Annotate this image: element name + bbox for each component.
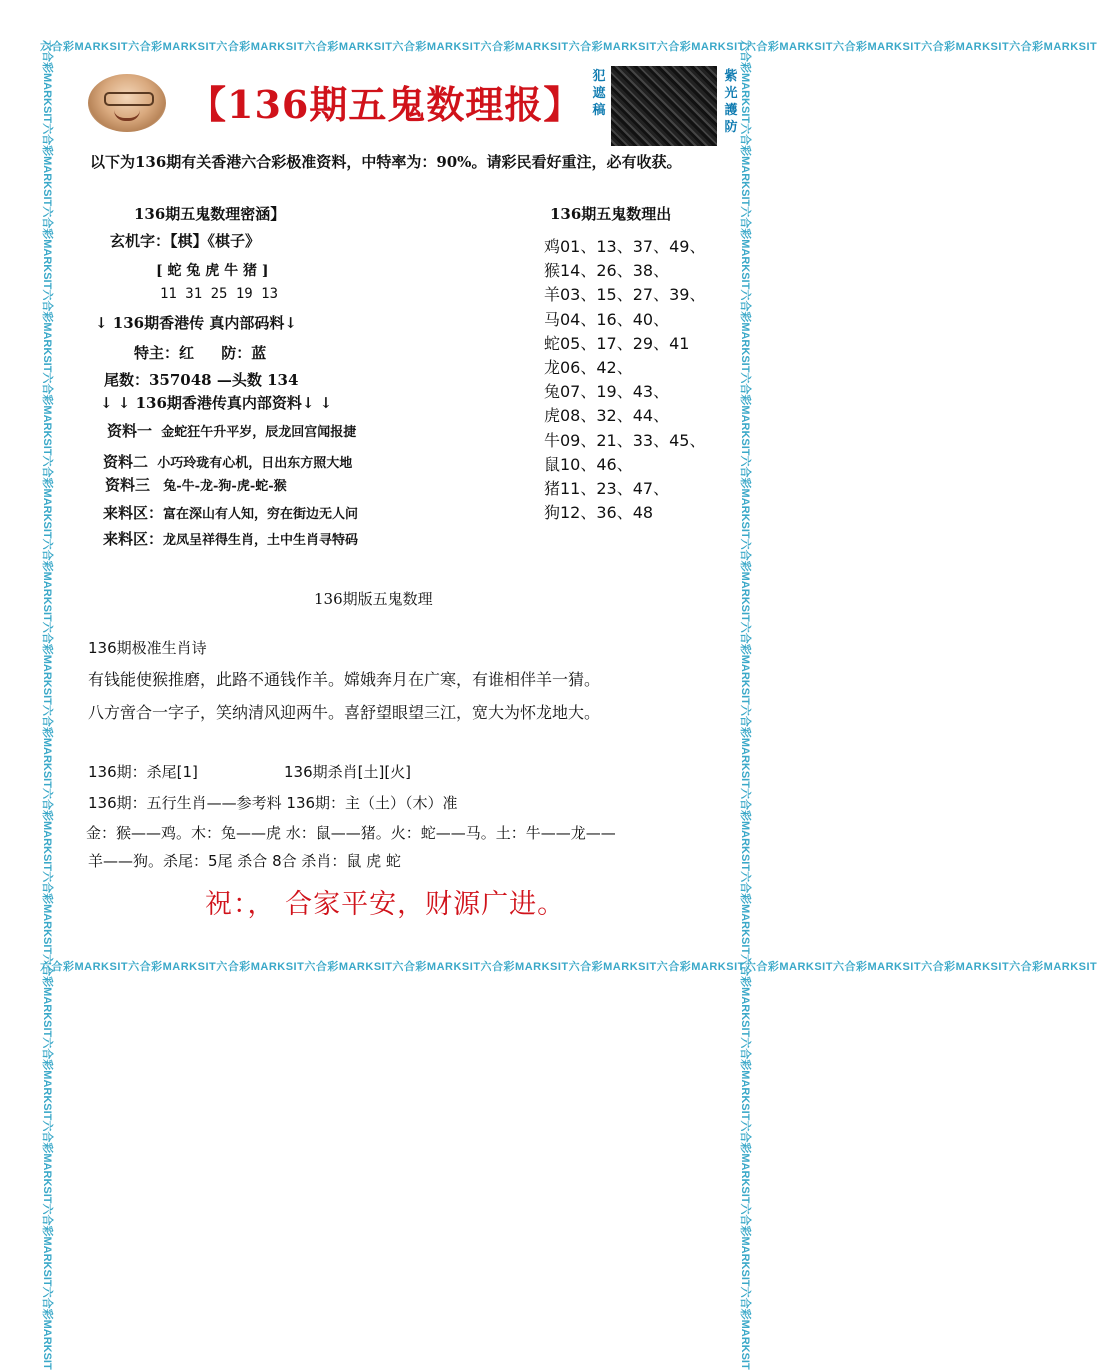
laiyuan2-text: 龙凤呈祥得生肖，土中生肖寻特码 [163,533,359,548]
zodiac-row: 鼠10、46、 [544,454,633,474]
tezhu-row [134,342,266,363]
ziliao3-label: 资料三 [105,476,151,494]
zodiac-row: 龙06、42、 [544,358,633,377]
ziliao2-row [103,451,352,472]
laiyuan1-text: 富在深山有人知，穷在街边无人问 [163,507,359,522]
tezhu-value: 红 [179,344,195,362]
elements-line-1: 金：猴——鸡。木：兔——虎 水：鼠——猪。火：蛇——马。土：牛——龙—— [86,824,616,842]
ziliao3-text: 兔-牛-龙-狗-虎-蛇-猴 [163,479,287,494]
right-border: 六合彩MARKSIT六合彩MARKSIT六合彩MARKSIT六合彩MARKSIT六合彩MARKSIT六合彩MARKSIT六合彩MARKSIT六合彩MARKSIT六合彩MARKSIT六合彩MARKSIT六合彩MARKSIT六合彩MARKSIT六合彩MARKSIT六合彩MARKSIT六合彩MARKSIT六合彩MARKSIT [739,40,751,1370]
tezhu-label: 特主： [134,344,180,362]
fang-value: 蓝 [251,344,267,362]
zodiac-row: 猪11、23、47、 [544,479,670,498]
ziliao1-row [107,420,356,441]
kill-zodiac: 136期杀肖[土][火] [284,763,412,781]
smile-shape [114,110,140,121]
ziliao2-label: 资料二 [103,453,149,471]
wuxing-line: 136期：五行生肖——参考料 136期：主（土）（木）准 [88,794,458,812]
laiyuan1-row [103,502,358,523]
ziliao2-text: 小巧玲珑有心机，日出东方照大地 [157,456,353,471]
hk-heading-2: ↓ ↓ 136期香港传真内部资料↓ ↓ [100,394,333,412]
intro-text: 以下为136期有关香港六合彩极准资料，中特率为：90%。请彩民看好重注，必有收获。 [90,153,682,171]
ziliao3-row [105,474,287,495]
page-title: 【136期五鬼数理报】 [188,82,583,127]
portrait-image [88,74,166,132]
zodiac-row: 鸡01、13、37、49、 [544,237,706,256]
xuanji-label: 玄机字： [110,232,171,250]
fang-label: 防： [221,344,252,362]
zodiac-row: 蛇05、17、29、41 [544,333,690,353]
zodiac-row: 猴14、26、38、 [544,261,670,281]
number-list: 11 31 25 19 13 [160,286,279,302]
qr-code-image [611,66,717,146]
elements-line-2: 羊——狗。杀尾：5尾 杀合 8合 杀肖：鼠 虎 蛇 [88,852,401,870]
zodiac-row: 兔07、19、43、 [544,382,670,402]
weishu-line: 尾数：357048 —头数 134 [104,371,299,389]
laiyuan2-label: 来料区： [103,530,164,548]
zodiac-row: 羊03、15、27、39、 [544,285,706,305]
poem-line-2: 八方啻合一字子，笑纳清风迎两牛。喜舒望眼望三江，宽大为怀龙地大。 [88,703,601,722]
hk-heading-1: ↓ 136期香港传 真内部码料↓ [95,314,297,332]
zodiac-row: 马04、16、40、 [544,309,670,329]
laiyuan1-label: 来料区： [103,504,164,522]
center-heading: 136期版五鬼数理 [314,590,433,608]
xuanji-row [110,230,260,251]
zodiac-row: 狗12、36、48 [544,503,654,523]
glasses-shape [104,92,154,106]
left-border: 六合彩MARKSIT六合彩MARKSIT六合彩MARKSIT六合彩MARKSIT六合彩MARKSIT六合彩MARKSIT六合彩MARKSIT六合彩MARKSIT六合彩MARKSIT六合彩MARKSIT六合彩MARKSIT六合彩MARKSIT六合彩MARKSIT六合彩MARKSIT六合彩MARKSIT六合彩MARKSIT [41,40,53,1370]
zodiac-row: 牛09、21、33、45、 [544,430,706,450]
stamp-right: 紫光護防 [724,69,738,135]
animal-list: [ 蛇 兔 虎 牛 猪 ] [156,263,269,279]
laiyuan2-row [103,528,358,549]
bottom-border: 六合彩MARKSIT六合彩MARKSIT六合彩MARKSIT六合彩MARKSIT六合彩MARKSIT六合彩MARKSIT六合彩MARKSIT六合彩MARKSIT六合彩MARKSIT六合彩MARKSIT六合彩MARKSIT六合彩MARKSIT [40,961,1097,973]
stamp-left: 犯遮稿 [592,69,606,118]
right-heading: 136期五鬼数理出 [550,205,672,223]
poem-line-1: 有钱能使猴推磨，此路不通钱作羊。嫦娥奔月在广寒，有谁相伴羊一猜。 [88,670,601,689]
left-heading: 136期五鬼数理密涵】 [134,205,286,223]
xuanji-value: 【棋】《棋子》 [170,232,261,250]
zodiac-row: 虎08、32、44、 [544,406,670,426]
ziliao1-text: 金蛇狂午升平岁，辰龙回宫闻报捷 [161,425,357,440]
poem-title: 136期极准生肖诗 [88,639,207,657]
top-border: 六合彩MARKSIT六合彩MARKSIT六合彩MARKSIT六合彩MARKSIT六合彩MARKSIT六合彩MARKSIT六合彩MARKSIT六合彩MARKSIT六合彩MARKSIT六合彩MARKSIT六合彩MARKSIT六合彩MARKSIT [40,41,1097,53]
ziliao1-label: 资料一 [107,422,153,440]
blessing-text: 祝：， 合家平安，财源广进。 [205,889,566,920]
kill-tail: 136期：杀尾[1] [88,763,198,781]
